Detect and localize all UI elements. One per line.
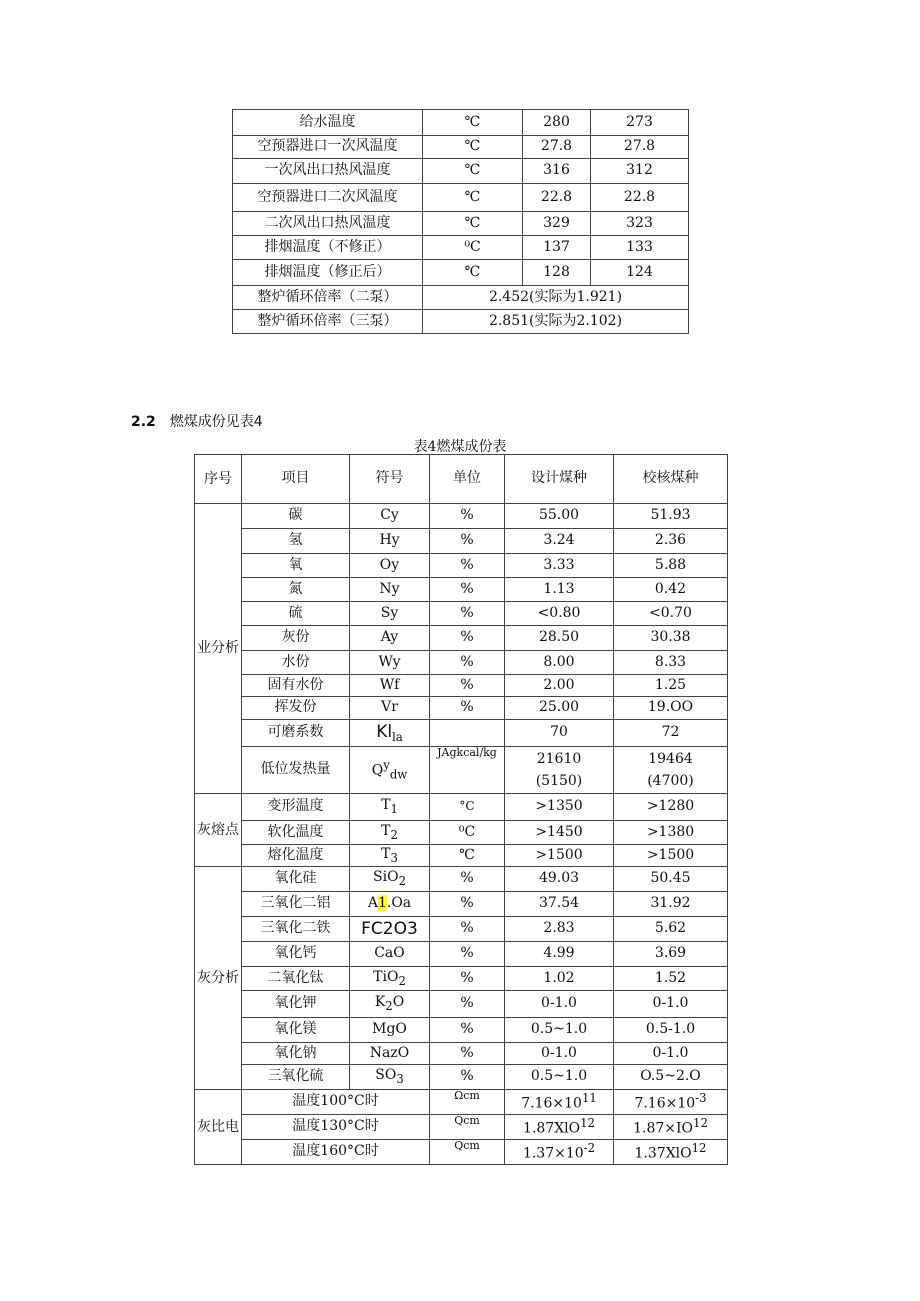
design-value: 1.13 [505, 578, 614, 602]
design-value: 8.00 [505, 651, 614, 675]
item-cell: 氮 [242, 578, 350, 602]
table-row [195, 845, 728, 867]
symbol-cell: Ny [350, 578, 430, 602]
check-value: 1.52 [614, 967, 728, 991]
symbol-cell: $T_3$ [350, 845, 430, 867]
symbol-cell: Oy [350, 554, 430, 578]
table-row [233, 184, 689, 212]
table-row [233, 286, 689, 310]
param-name: 一次风出口热风温度 [233, 159, 423, 184]
symbol-cell: Wy [350, 651, 430, 675]
unit-cell: % [430, 1065, 505, 1090]
param-value-1: 128 [523, 260, 591, 286]
symbol-cell: $T_2$ [350, 821, 430, 845]
param-name: 空预器进口一次风温度 [233, 136, 423, 159]
unit-cell: % [430, 675, 505, 697]
item-cell: 固有水份 [242, 675, 350, 697]
unit-cell: % [430, 892, 505, 917]
table-row [195, 504, 728, 529]
param-name: 排烟温度（不修正） [233, 236, 423, 260]
symbol-cell: TiO$_2$ [350, 967, 430, 991]
table-row [233, 260, 689, 286]
item-cell: 二氧化钛 [242, 967, 350, 991]
table-row [195, 1140, 728, 1165]
item-cell: 低位发热量 [242, 747, 350, 794]
item-cell: 氧化镁 [242, 1018, 350, 1043]
table-row [195, 1018, 728, 1043]
coal-composition-table [194, 454, 728, 1165]
header-row [195, 455, 728, 504]
header-design-coal: 设计煤种 [505, 455, 614, 504]
item-cell: 水份 [242, 651, 350, 675]
symbol-cell: $SO_3$ [350, 1065, 430, 1090]
header-check-coal: 校核煤种 [614, 455, 728, 504]
check-value: 8.33 [614, 651, 728, 675]
check-value: 5.62 [614, 917, 728, 942]
check-value: 0.42 [614, 578, 728, 602]
item-cell: 温度160°C时 [242, 1140, 430, 1165]
header-symbol: 符号 [350, 455, 430, 504]
item-cell: 温度130°C时 [242, 1115, 430, 1140]
item-cell: 碳 [242, 504, 350, 529]
table-row [195, 720, 728, 747]
design-value: 28.50 [505, 626, 614, 651]
table-row [195, 917, 728, 942]
unit-cell: % [430, 942, 505, 967]
unit-cell: % [430, 529, 505, 554]
param-value-1: 137 [523, 236, 591, 260]
section-title: 燃煤成份见表4 [169, 414, 263, 430]
unit-cell: % [430, 1043, 505, 1065]
param-unit: ℃ [423, 110, 523, 136]
symbol-cell: SiO$_2$ [350, 867, 430, 892]
table-row [195, 578, 728, 602]
group-label-resistivity: 灰比电 [195, 1090, 242, 1165]
symbol-cell: FC2O3 [350, 917, 430, 942]
section-heading [131, 411, 263, 431]
design-value: $1.37\times 10^{-2}$ [505, 1140, 614, 1165]
table-row [195, 602, 728, 626]
check-value: 50.45 [614, 867, 728, 892]
check-value: 0.5-1.0 [614, 1018, 728, 1043]
symbol-cell: Cy [350, 504, 430, 529]
param-value-1: 27.8 [523, 136, 591, 159]
symbol-cell: Vr [350, 697, 430, 720]
design-value: $7.16\times 10^{11}$ [505, 1090, 614, 1115]
item-cell: 氧化钠 [242, 1043, 350, 1065]
design-value: 0.5~1.0 [505, 1065, 614, 1090]
item-cell: 可磨系数 [242, 720, 350, 747]
design-value: <0.80 [505, 602, 614, 626]
param-value-1: 22.8 [523, 184, 591, 212]
param-value-merged: 2.851(实际为2.102) [423, 310, 689, 334]
section-number: 2.2 [131, 414, 156, 430]
check-value: 5.88 [614, 554, 728, 578]
param-name: 二次风出口热风温度 [233, 212, 423, 236]
design-value: 4.99 [505, 942, 614, 967]
table-row [195, 554, 728, 578]
symbol-cell: Hy [350, 529, 430, 554]
check-value: 51.93 [614, 504, 728, 529]
param-value-2: 133 [591, 236, 689, 260]
param-unit: ⁰C [423, 236, 523, 260]
param-value-1: 329 [523, 212, 591, 236]
param-name: 空预器进口二次风温度 [233, 184, 423, 212]
unit-cell: % [430, 504, 505, 529]
check-value: 19464 (4700) [614, 747, 728, 794]
table-row [195, 529, 728, 554]
unit-cell: % [430, 651, 505, 675]
item-cell: 软化温度 [242, 821, 350, 845]
item-cell: 温度100°C时 [242, 1090, 430, 1115]
item-cell: 氧 [242, 554, 350, 578]
table-row [233, 159, 689, 184]
check-value: O.5~2.O [614, 1065, 728, 1090]
design-value: >1350 [505, 794, 614, 821]
group-label-proximate: 业分析 [195, 504, 242, 794]
group-label-ash-analysis: 灰分析 [195, 867, 242, 1090]
header-item: 项目 [242, 455, 350, 504]
param-unit: ℃ [423, 159, 523, 184]
item-cell: 挥发份 [242, 697, 350, 720]
table-row [195, 794, 728, 821]
table-row [233, 236, 689, 260]
unit-cell: % [430, 917, 505, 942]
item-cell: 氧化硅 [242, 867, 350, 892]
param-unit: ℃ [423, 260, 523, 286]
symbol-cell: NazO [350, 1043, 430, 1065]
design-value: 0-1.0 [505, 1043, 614, 1065]
table-row [233, 136, 689, 159]
design-value: 1.87XlO$^{12}$ [505, 1115, 614, 1140]
item-cell: 灰份 [242, 626, 350, 651]
param-value-2: 22.8 [591, 184, 689, 212]
table-row [195, 1090, 728, 1115]
highlight-mark: 1 [377, 895, 387, 912]
unit-cell: ⁰C [430, 821, 505, 845]
symbol-cell: MgO [350, 1018, 430, 1043]
check-value: 2.36 [614, 529, 728, 554]
check-value: 30.38 [614, 626, 728, 651]
param-value-1: 316 [523, 159, 591, 184]
unit-cell: % [430, 626, 505, 651]
unit-cell: % [430, 1018, 505, 1043]
check-value: 0-1.0 [614, 1043, 728, 1065]
check-value: 0-1.0 [614, 991, 728, 1018]
param-value-2: 273 [591, 110, 689, 136]
design-value: 49.03 [505, 867, 614, 892]
symbol-cell: $Q^y_{dw}$ [350, 747, 430, 794]
item-cell: 氧化钙 [242, 942, 350, 967]
unit-cell: % [430, 578, 505, 602]
unit-cell: % [430, 991, 505, 1018]
table-row [195, 626, 728, 651]
param-value-2: 27.8 [591, 136, 689, 159]
table-row [195, 967, 728, 991]
header-seq: 序号 [195, 455, 242, 504]
param-name: 排烟温度（修正后） [233, 260, 423, 286]
design-value: 1.02 [505, 967, 614, 991]
unit-cell: Qcm [430, 1115, 505, 1140]
param-unit: ℃ [423, 212, 523, 236]
param-value-1: 280 [523, 110, 591, 136]
check-value: $7.16\times 10^{-3}$ [614, 1090, 728, 1115]
unit-cell: % [430, 554, 505, 578]
item-cell: 硫 [242, 602, 350, 626]
design-value: 3.24 [505, 529, 614, 554]
table-row [195, 991, 728, 1018]
check-value: 1.37XlO$^{12}$ [614, 1140, 728, 1165]
design-value: 70 [505, 720, 614, 747]
unit-cell: °C [430, 794, 505, 821]
symbol-cell: CaO [350, 942, 430, 967]
table-row [195, 1115, 728, 1140]
item-cell: 氧化钾 [242, 991, 350, 1018]
table-row [195, 697, 728, 720]
param-value-2: 323 [591, 212, 689, 236]
symbol-cell: $T_1$ [350, 794, 430, 821]
table-row [195, 942, 728, 967]
design-value: 0.5~1.0 [505, 1018, 614, 1043]
unit-cell: % [430, 967, 505, 991]
table-row [195, 747, 728, 794]
symbol-cell: Sy [350, 602, 430, 626]
table-row [233, 212, 689, 236]
unit-cell: Qcm [430, 1140, 505, 1165]
design-value: 2.00 [505, 675, 614, 697]
item-cell: 变形温度 [242, 794, 350, 821]
table-caption: 表4燃煤成份表 [413, 439, 507, 455]
table-row [195, 821, 728, 845]
check-value: >1500 [614, 845, 728, 867]
item-cell: 三氧化硫 [242, 1065, 350, 1090]
check-value: >1380 [614, 821, 728, 845]
unit-cell [430, 720, 505, 747]
table-row [195, 892, 728, 917]
item-cell: 三氧化二铝 [242, 892, 350, 917]
check-value: >1280 [614, 794, 728, 821]
design-value: 25.00 [505, 697, 614, 720]
unit-cell: Ωcm [430, 1090, 505, 1115]
symbol-cell: A1.Oa [350, 892, 430, 917]
unit-cell: ℃ [430, 845, 505, 867]
param-name: 整炉循环倍率（三泵） [233, 310, 423, 334]
design-value: 21610 (5150) [505, 747, 614, 794]
unit-cell: % [430, 697, 505, 720]
design-value: 0-1.0 [505, 991, 614, 1018]
unit-cell: JAgkcal/kg [430, 747, 505, 794]
item-cell: 三氧化二铁 [242, 917, 350, 942]
param-name: 整炉循环倍率（二泵） [233, 286, 423, 310]
design-value: 55.00 [505, 504, 614, 529]
check-value: 1.25 [614, 675, 728, 697]
design-value: 2.83 [505, 917, 614, 942]
check-value: $1.87\times IO^{12}$ [614, 1115, 728, 1140]
table-row [195, 675, 728, 697]
check-value: 72 [614, 720, 728, 747]
check-value: 19.OO [614, 697, 728, 720]
param-value-merged: 2.452(实际为1.921) [423, 286, 689, 310]
unit-cell: % [430, 867, 505, 892]
boiler-parameters-table [232, 109, 689, 334]
item-cell: 熔化温度 [242, 845, 350, 867]
item-cell: 氢 [242, 529, 350, 554]
design-value: 3.33 [505, 554, 614, 578]
param-value-2: 124 [591, 260, 689, 286]
table-row [233, 110, 689, 136]
symbol-cell: Ay [350, 626, 430, 651]
param-unit: ℃ [423, 136, 523, 159]
table-row [195, 651, 728, 675]
symbol-cell: $K_2O$ [350, 991, 430, 1018]
design-value: >1500 [505, 845, 614, 867]
table-row [195, 867, 728, 892]
param-value-2: 312 [591, 159, 689, 184]
unit-cell: % [430, 602, 505, 626]
check-value: <0.70 [614, 602, 728, 626]
param-unit: ℃ [423, 184, 523, 212]
param-name: 给水温度 [233, 110, 423, 136]
symbol-cell: $Kl_{la}$ [350, 720, 430, 747]
check-value: 31.92 [614, 892, 728, 917]
design-value: >1450 [505, 821, 614, 845]
check-value: 3.69 [614, 942, 728, 967]
group-label-ash-fusion: 灰熔点 [195, 794, 242, 867]
symbol-cell: Wf [350, 675, 430, 697]
table-row [195, 1043, 728, 1065]
table-row [195, 1065, 728, 1090]
table-row [233, 310, 689, 334]
design-value: 37.54 [505, 892, 614, 917]
header-unit: 单位 [430, 455, 505, 504]
